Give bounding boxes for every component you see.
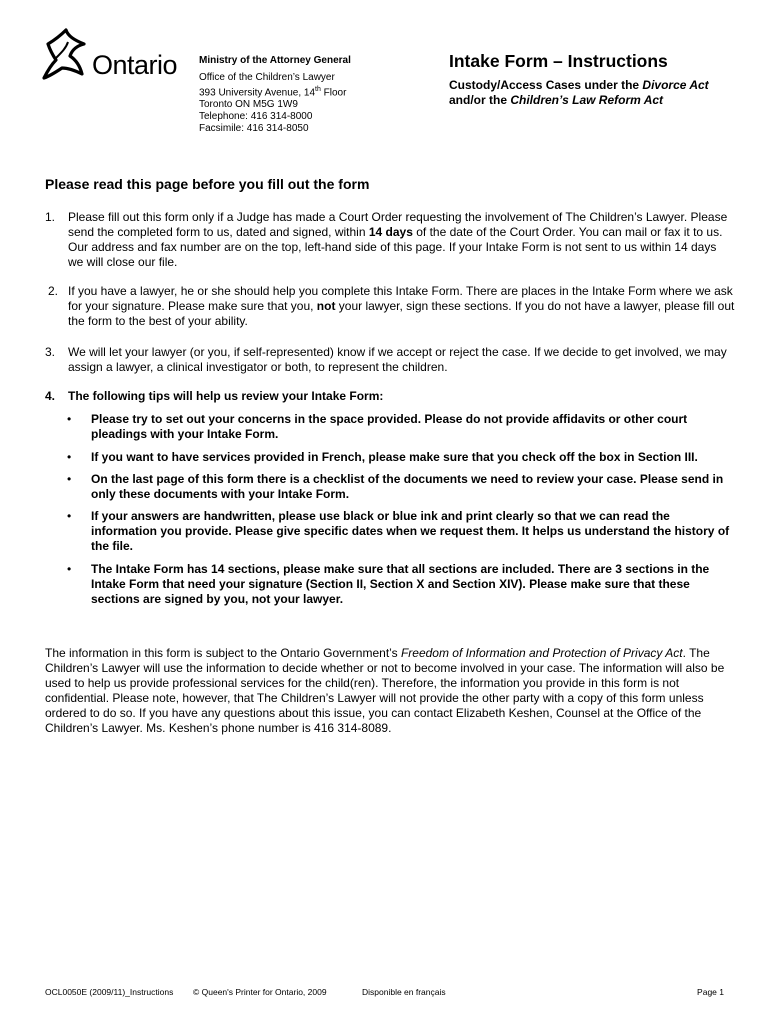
copyright: © Queen's Printer for Ontario, 2009 xyxy=(193,987,327,997)
form-subtitle: Custody/Access Cases under the Divorce Act and/or the Children’s Law Reform Act xyxy=(449,78,709,107)
ministry-address-block xyxy=(199,55,351,135)
tip-item: • On the last page of this form there is a checklist of the documents we need to review your case. Please send in only these documents with your Intake Form. xyxy=(67,472,724,501)
page-number: Page 1 xyxy=(697,987,724,997)
ministry-name: Ministry of the Attorney General xyxy=(199,55,351,66)
facsimile: Facsimile: 416 314-8050 xyxy=(199,123,309,135)
instruction-item-2: 2. If you have a lawyer, he or she should help you complete this Intake Form. There are places in the Intake Form where we ask for your signature. Please make sure that you, not your lawyer, sign these sections. If you do not have a lawyer, please fill out the form to the best of your ability. xyxy=(48,284,735,328)
office-name: Office of the Children’s Lawyer xyxy=(199,72,335,83)
intro-heading: Please read this page before you fill out the form xyxy=(45,176,370,192)
form-code: OCL0050E (2009/11)_Instructions xyxy=(45,987,174,997)
instruction-item-4: 4. The following tips will help us review your Intake Form: xyxy=(45,389,384,403)
street-address: 393 University Avenue, 14th Floor xyxy=(199,86,347,99)
tip-item: • Please try to set out your concerns in the space provided. Please do not provide affidavits or other court pleadings with your Intake Form. xyxy=(67,412,688,441)
privacy-notice: The information in this form is subject to the Ontario Government’s Freedom of Information and Protection of Privacy Act. The Children’s Lawyer will use the information to decide whether or not to become involved in your case. The information will also be used to help us provide professional services for the child(ren). Therefore, the information you provide in this form is not confidential. Please note, however, that The Children’s Lawyer will not provide the other party with a copy of this form unless ordered to do so. If you have any questions about this issue, you can contact Elizabeth Keshen, Counsel at the Office of the Children’s Lawyer. Ms. Keshen’s phone number is 416 314-8089. xyxy=(45,646,725,735)
city-postal: Toronto ON M5G 1W9 xyxy=(199,99,298,111)
telephone: Telephone: 416 314-8000 xyxy=(199,111,313,123)
form-title-block xyxy=(449,51,749,108)
tip-item: • If you want to have services provided in French, please make sure that you check off the box in Section III. xyxy=(67,450,698,464)
ontario-wordmark: Ontario xyxy=(92,50,178,80)
instruction-item-1: 1. Please fill out this form only if a Judge has made a Court Order requesting the involvement of The Children’s Lawyer. Please send the completed form to us, dated and signed, within 14 days of the date of the Court Order. You can mail or fax it to us. Our address and fax number are on the top, left-hand side of this page. If your Intake Form is not sent to us within 14 days we will close our file. xyxy=(45,210,728,269)
tip-item: • The Intake Form has 14 sections, please make sure that all sections are included. There are 3 sections in the Intake Form that need your signature (Section II, Section X and Section XIV). Please make sure that these sections are signed by you, not your lawyer. xyxy=(67,562,710,606)
tip-item: • If your answers are handwritten, please use black or blue ink and print clearly so that we can read the information you provide. Please give specific dates when we request them. It helps us understand the history of the file. xyxy=(67,509,730,553)
french-availability: Disponible en français xyxy=(362,987,446,997)
instruction-item-3: 3. We will let your lawyer (or you, if self-represented) know if we accept or reject the case. If we decide to get involved, we may assign a lawyer, a clinical investigator or both, to represent the children. xyxy=(45,345,727,374)
form-title: Intake Form – Instructions xyxy=(449,51,668,71)
